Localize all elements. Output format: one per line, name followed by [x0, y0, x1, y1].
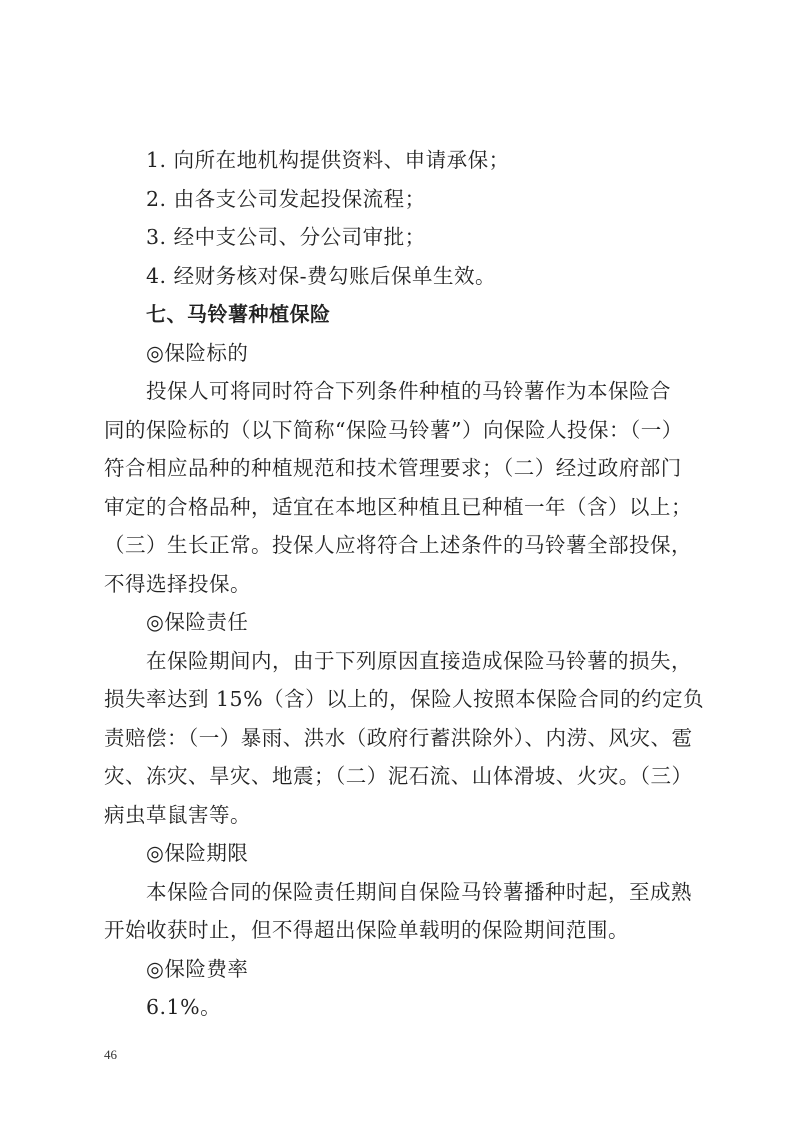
section-title: 七、马铃薯种植保险	[146, 302, 331, 326]
rate-heading: ◎保险费率	[146, 956, 249, 981]
step-4: 4. 经财务核对保-费勾账后保单生效。	[146, 263, 497, 288]
insurance-subject-line: 符合相应品种的种植规范和技术管理要求；（二）经过政府部门	[104, 456, 682, 480]
page-number: 46	[104, 1047, 117, 1062]
liability-line: 责赔偿：（一）暴雨、洪水（政府行蓄洪除外）、内涝、风灾、雹	[104, 725, 693, 750]
period-line: 本保险合同的保险责任期间自保险马铃薯播种时起，至成熟	[146, 879, 692, 904]
insurance-subject-line: （三）生长正常。投保人应将符合上述条件的马铃薯全部投保，	[104, 533, 692, 557]
period-line: 开始收获时止，但不得超出保险单载明的保险期间范围。	[104, 918, 629, 942]
insurance-subject-line: 审定的合格品种，适宜在本地区种植且已种植一年（含）以上；	[104, 494, 692, 519]
insurance-subject-line: 投保人可将同时符合下列条件种植的马铃薯作为本保险合	[146, 379, 671, 403]
period-heading: ◎保险期限	[146, 841, 249, 865]
rate-value: 6.1%。	[146, 995, 222, 1019]
step-1: 1. 向所在地机构提供资料、申请承保；	[146, 148, 510, 172]
liability-line: 灾、冻灾、旱灾、地震；（二）泥石流、山体滑坡、火灾。（三）	[104, 764, 693, 788]
insurance-subject-heading: ◎保险标的	[146, 340, 249, 365]
step-2: 2. 由各支公司发起投保流程；	[146, 186, 426, 211]
liability-heading: ◎保险责任	[146, 610, 249, 634]
insurance-subject-line: 不得选择投保。	[104, 571, 251, 596]
insurance-subject-line: 同的保险标的（以下简称“保险马铃薯”）向保险人投保：（一）	[104, 417, 683, 442]
liability-line: 病虫草鼠害等。	[104, 802, 251, 827]
document-body	[104, 141, 705, 1027]
step-3: 3. 经中支公司、分公司审批；	[146, 225, 426, 249]
liability-line: 损失率达到 15%（含）以上的，保险人按照本保险合同的约定负	[104, 687, 705, 711]
liability-line: 在保险期间内，由于下列原因直接造成保险马铃薯的损失，	[146, 648, 692, 673]
